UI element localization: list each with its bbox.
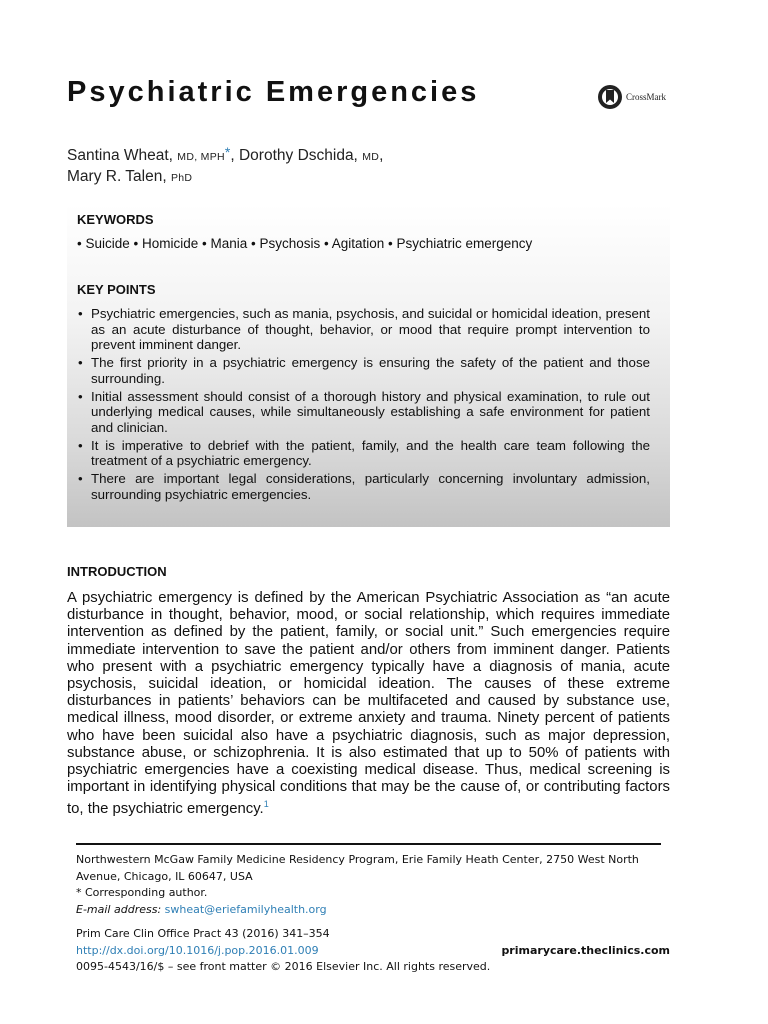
author-degree: PhD	[170, 172, 193, 184]
author-separator: ,	[379, 147, 384, 164]
key-point-item: • The first priority in a psychiatric emergency is ensuring the safety of the patient and those surrounding.	[77, 355, 650, 386]
key-points-heading: KEY POINTS	[77, 282, 156, 297]
email-line	[76, 902, 670, 919]
article-title: Psychiatric Emergencies	[67, 76, 480, 108]
crossmark-badge[interactable]	[597, 84, 666, 110]
introduction-heading: INTRODUCTION	[67, 564, 167, 579]
keywords-keypoints-box	[67, 204, 670, 527]
crossmark-label: CrossMark	[626, 92, 666, 102]
author-name: Santina Wheat,	[67, 147, 173, 164]
affiliation: Northwestern McGaw Family Medicine Residency Program, Erie Family Heath Center, 2750 West North Avenue, Chicago, IL 60647, USA	[76, 853, 639, 883]
key-point-item: • It is imperative to debrief with the patient, family, and the health care team following the treatment of a psychiatric emergency.	[77, 438, 650, 469]
keywords-heading: KEYWORDS	[77, 212, 154, 227]
author-line-2	[67, 167, 383, 188]
introduction-paragraph	[67, 590, 670, 819]
author-degree: MD, MPH	[177, 151, 225, 163]
journal-site[interactable]: primarycare.theclinics.com	[501, 943, 670, 957]
email-link[interactable]: swheat@eriefamilyhealth.org	[164, 902, 327, 916]
copyright-line: 0095-4543/16/$ – see front matter © 2016 Elsevier Inc. All rights reserved.	[76, 960, 491, 973]
author-name: Mary R. Talen,	[67, 168, 167, 185]
article-footer	[76, 852, 670, 976]
author-line-1	[67, 142, 383, 167]
footer-divider	[76, 843, 661, 845]
doi-link[interactable]: http://dx.doi.org/10.1016/j.pop.2016.01.009	[76, 943, 319, 957]
key-point-item: • Initial assessment should consist of a thorough history and physical examination, to rule out underlying medical causes, while simultaneously establishing a safe environment for patient and clinician.	[77, 389, 650, 436]
email-label: E-mail address:	[76, 902, 162, 916]
key-point-item: • Psychiatric emergencies, such as mania, psychosis, and suicidal or homicidal ideation, present as an acute disturbance of thought, behavior, or mood that require prompt intervention to prevent imminent danger.	[77, 306, 650, 353]
corresponding-marker[interactable]: *	[224, 144, 231, 160]
reference-link[interactable]: 1	[263, 799, 269, 810]
introduction-text: A psychiatric emergency is defined by the American Psychiatric Association as “an acute disturbance in thought, behavior, mood, or social relationship, which requires immediate intervention as defined by the patient, family, or social unit.” Such emergencies require immediate intervention to save the patient and/or others from imminent danger. Patients who present with a psychiatric emergency typically have a diagnosis of mania, acute psychosis, suicidal ideation, or homicidal ideation. The causes of these extreme disturbances in patients’ behaviors can be multifaceted and caused by substance use, medical illness, mood disorder, or extreme anxiety and trauma. Ninety percent of patients who have been suicidal also have a psychiatric diagnosis, such as major depression, substance abuse, or schizophrenia. It is also estimated that up to 50% of patients with psychiatric emergencies have a coexisting medical disease. Thus, medical screening is important in identifying physical conditions that may be the cause of, or contributing factors to, the psychiatric emergency.	[67, 590, 670, 818]
crossmark-icon	[597, 84, 623, 110]
author-list	[67, 142, 383, 188]
journal-info	[76, 926, 670, 976]
key-point-item: • There are important legal considerations, particularly concerning involuntary admission, surrounding psychiatric emergencies.	[77, 471, 650, 502]
author-separator: ,	[230, 147, 235, 164]
corresponding-note: * Corresponding author.	[76, 886, 208, 899]
author-name: Dorothy Dschida,	[238, 147, 358, 164]
journal-citation: Prim Care Clin Office Pract 43 (2016) 341–354	[76, 927, 330, 940]
keywords-list: • Suicide • Homicide • Mania • Psychosis • Agitation • Psychiatric emergency	[77, 236, 533, 251]
key-points-list	[77, 306, 650, 502]
author-degree: MD	[362, 151, 380, 163]
doi-row	[76, 943, 670, 960]
